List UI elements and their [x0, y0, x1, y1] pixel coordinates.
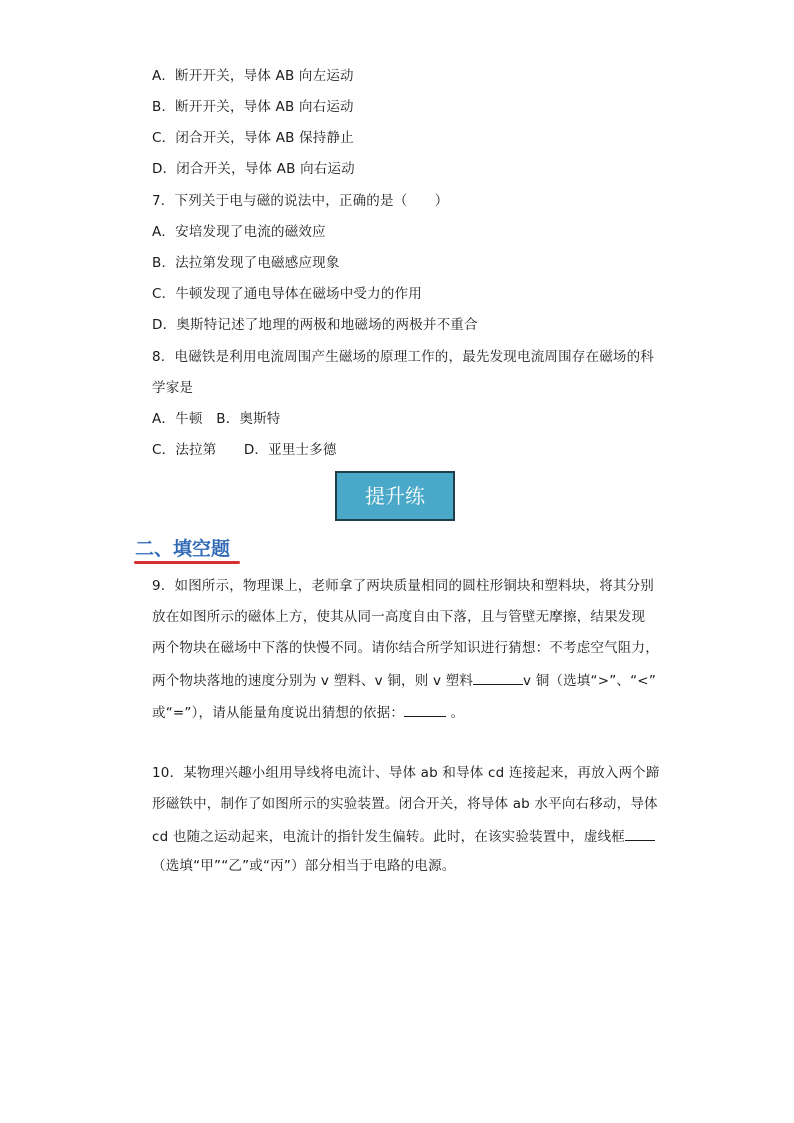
q9-blank-compare[interactable] [473, 670, 523, 685]
q9-line3: 两个物块在磁场中下落的快慢不同。请你结合所学知识进行猜想：不考虑空气阻力， [152, 640, 659, 656]
q9-line4-text-b: v 铜（选填“>”、“<” [523, 673, 657, 689]
section-title-underline [134, 561, 240, 564]
q8-stem-line2: 学家是 [152, 380, 194, 396]
q9-line4 [152, 670, 656, 690]
q9-line4-text-a: 两个物块落地的速度分别为 v 塑料、v 铜，则 v 塑料 [152, 673, 474, 689]
q9-line2: 放在如图所示的磁体上方，使其从同一高度自由下落，且与管壁无摩擦，结果发现 [152, 609, 646, 625]
q9-line5-text-a: 或“=”），请从能量角度说出猜想的依据： [152, 705, 405, 721]
q6-option-b: B．断开开关，导体 AB 向右运动 [152, 99, 354, 115]
q6-option-a: A．断开开关，导体 AB 向左运动 [152, 68, 354, 84]
q7-option-d: D．奥斯特记述了地理的两极和地磁场的两极并不重合 [152, 317, 478, 333]
advanced-practice-button[interactable]: 提升练 [335, 471, 455, 521]
q6-option-c: C．闭合开关，导体 AB 保持静止 [152, 130, 354, 146]
q8-options-line1: A．牛顿 B．奥斯特 [152, 411, 281, 427]
q10-line1: 10．某物理兴趣小组用导线将电流计、导体 ab 和导体 cd 连接起来，再放入两个蹄 [152, 765, 660, 781]
section-title: 二、填空题 [135, 538, 231, 560]
q7-option-a: A．安培发现了电流的磁效应 [152, 224, 326, 240]
q7-stem: 7．下列关于电与磁的说法中，正确的是（ ） [152, 193, 449, 209]
q9-line5-text-b: 。 [450, 705, 465, 721]
q8-options-line2: C．法拉第 D．亚里士多德 [152, 442, 337, 458]
q7-option-c: C．牛顿发现了通电导体在磁场中受力的作用 [152, 286, 422, 302]
q9-blank-reason[interactable] [404, 702, 446, 717]
q9-line1: 9．如图所示，物理课上，老师拿了两块质量相同的圆柱形铜块和塑料块，将其分别 [152, 578, 654, 594]
q6-option-d: D．闭合开关，导体 AB 向右运动 [152, 161, 355, 177]
q10-line2: 形磁铁中，制作了如图所示的实验装置。闭合开关，将导体 ab 水平向右移动，导体 [152, 796, 658, 812]
q10-line4: （选填“甲”“乙”或“丙”）部分相当于电路的电源。 [152, 858, 456, 874]
q8-stem-line1: 8．电磁铁是利用电流周围产生磁场的原理工作的，最先发现电流周围存在磁场的科 [152, 349, 654, 365]
q10-line3 [152, 826, 655, 846]
q7-option-b: B．法拉第发现了电磁感应现象 [152, 255, 340, 271]
q10-line3-text: cd 也随之运动起来，电流计的指针发生偏转。此时，在该实验装置中，虚线框 [152, 829, 625, 845]
q9-line5 [152, 702, 464, 722]
q10-blank-answer[interactable] [625, 826, 655, 841]
